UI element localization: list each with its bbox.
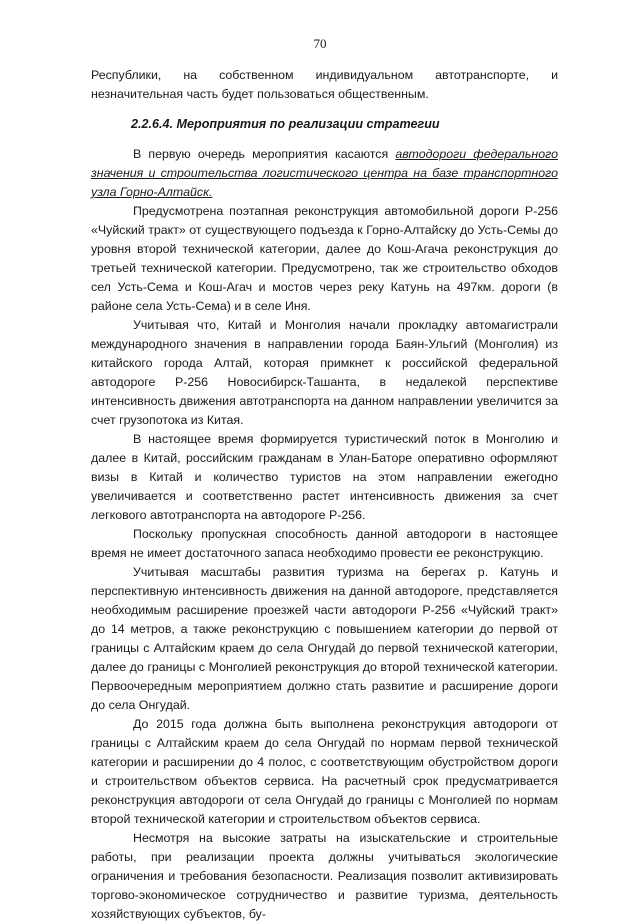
paragraph-priority-emphasis: автодороги федерального значения и строительства логистического центра на базе транспортного узла Горно-Алтайск. [91, 147, 558, 199]
section-heading: 2.2.6.4. Мероприятия по реализации стратегии [131, 117, 440, 131]
paragraph-capacity: Поскольку пропускная способность данной автодороги в настоящее время не имеет достаточного запаса необходимо провести ее реконструкцию. [91, 527, 558, 560]
paragraph-priority-measures [91, 145, 558, 202]
document-body [91, 66, 558, 924]
paragraph-china-mongolia: Учитывая что, Китай и Монголия начали прокладку автомагистрали международного значения в направлении города Баян-Ульгий (Монголия) из китайского города Алтай, которая примкнет к российской федеральной автодороге Р-256 Новосибирск-Ташанта, в недалекой перспективе интенсивность движения автотранспорта на данном направлении увеличится за счет грузопотока из Китая. [91, 318, 558, 427]
paragraph-reconstruction: Предусмотрена поэтапная реконструкция автомобильной дороги Р-256 «Чуйский тракт» от существующего подъезда к Горно-Алтайску до Усть-Семы до уровня второй технической категории, далее до Кош-Агача реконструкция до третьей технической категории. Предусмотрено, так же строительство обходов сел Усть-Сема и Кош-Агач и мостов через реку Катунь на 497км. дороги (в районе села Усть-Сема) и в селе Иня. [91, 204, 558, 313]
intro-paragraph: Республики, на собственном индивидуальном автотранспорте, и незначительная часть будет пользоваться общественным. [91, 68, 558, 101]
paragraph-costs: Несмотря на высокие затраты на изыскательские и строительные работы, при реализации проекта должны учитываться экологические ограничения и требования безопасности. Реализация позволит активизировать торгово-экономическое сотрудничество и развитие туризма, деятельность хозяйствующих субъектов, бу- [91, 831, 558, 921]
page-number: 70 [313, 36, 327, 51]
paragraph-tourism-scale: Учитывая масштабы развития туризма на берегах р. Катунь и перспективную интенсивность движения на данной автодороге, представляется необходимым расширение проезжей части автодороги Р-256 «Чуйский тракт» до 14 метров, а также реконструкцию с повышением категории до первой от границы с Алтайским краем до села Онгудай до первой технической категории, далее до границы с Монголией реконструкция до второй технической категории. Первоочередным мероприятием должно стать развитие и расширение дороги до села Онгудай. [91, 565, 558, 712]
paragraph-tourist-flow: В настоящее время формируется туристический поток в Монголию и далее в Китай, российским гражданам в Улан-Баторе оперативно оформляют визы в Китай и количество туристов на этом направлении ежегодно увеличивается и соответственно растет интенсивность движения за счет легкового автотранспорта на автодороге Р-256. [91, 432, 558, 522]
paragraph-priority-prefix: В первую очередь мероприятия касаются [133, 147, 396, 161]
paragraph-2015-plan: До 2015 года должна быть выполнена реконструкция автодороги от границы с Алтайским краем до села Онгудай по нормам первой технической категории и расширении до 4 полос, с соответствующим обустройством дороги и строительством объектов сервиса. На расчетный срок предусматривается реконструкция автодороги от села Онгудай до границы с Монголией по нормам второй технической категории и строительством объектов сервиса. [91, 717, 558, 826]
